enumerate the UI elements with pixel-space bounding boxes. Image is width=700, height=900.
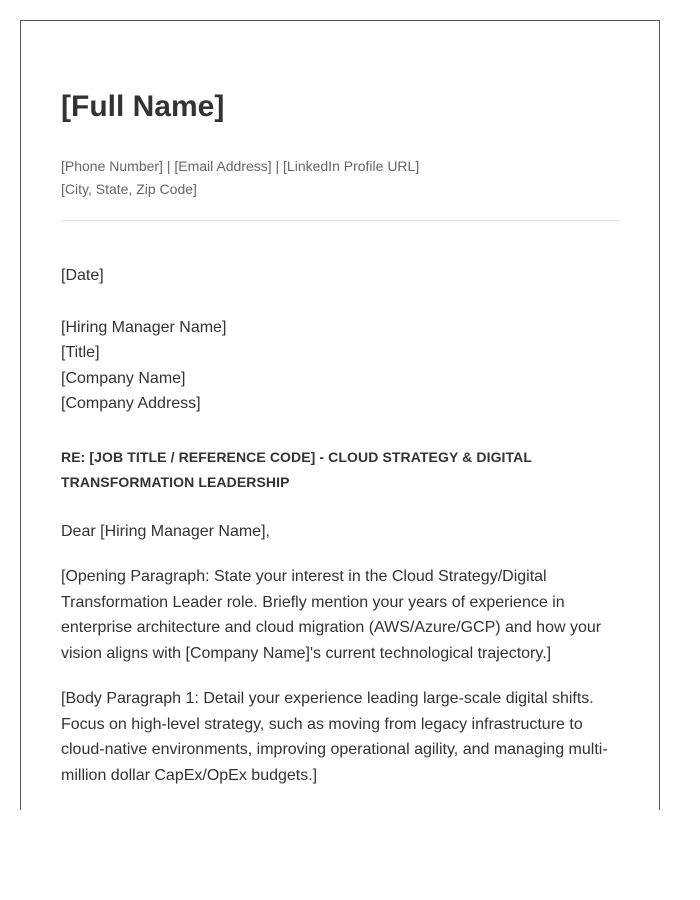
contact-block: [61, 155, 419, 201]
recipient-block: [61, 315, 621, 417]
salutation: Dear [Hiring Manager Name],: [61, 522, 270, 540]
recipient-company-address: [Company Address]: [61, 395, 201, 412]
applicant-name: [Full Name]: [61, 90, 225, 123]
body-paragraph-1: [Body Paragraph 1: Detail your experience leading large-scale digital shifts. Focus on high-level strategy, such as moving from legacy infrastructure to cloud-native environments, improving operational agility, and managing multi-million dollar CapEx/OpEx budgets.]: [61, 690, 608, 784]
subject-line: RE: [JOB TITLE / REFERENCE CODE] - CLOUD STRATEGY & DIGITAL TRANSFORMATION LEADERSHIP: [61, 448, 532, 490]
recipient-title: [Title]: [61, 344, 100, 361]
header-divider: [61, 220, 621, 221]
letter-body: [61, 263, 621, 788]
recipient-company-name: [Company Name]: [61, 369, 186, 387]
letter-page: [20, 20, 660, 810]
opening-paragraph: [Opening Paragraph: State your interest in the Cloud Strategy/Digital Transformation Leader role. Briefly mention your years of experience in enterprise architecture and cloud migration (AWS/Azure/GCP) and how your vision aligns with [Company Name]'s current technological trajectory.]: [61, 568, 602, 662]
letter-date: [Date]: [61, 267, 104, 284]
contact-line-location: [City, State, Zip Code]: [61, 181, 197, 197]
recipient-hiring-manager: [Hiring Manager Name]: [61, 318, 227, 336]
contact-line-phone-email-linkedin: [Phone Number] | [Email Address] | [LinkedIn Profile URL]: [61, 158, 420, 174]
